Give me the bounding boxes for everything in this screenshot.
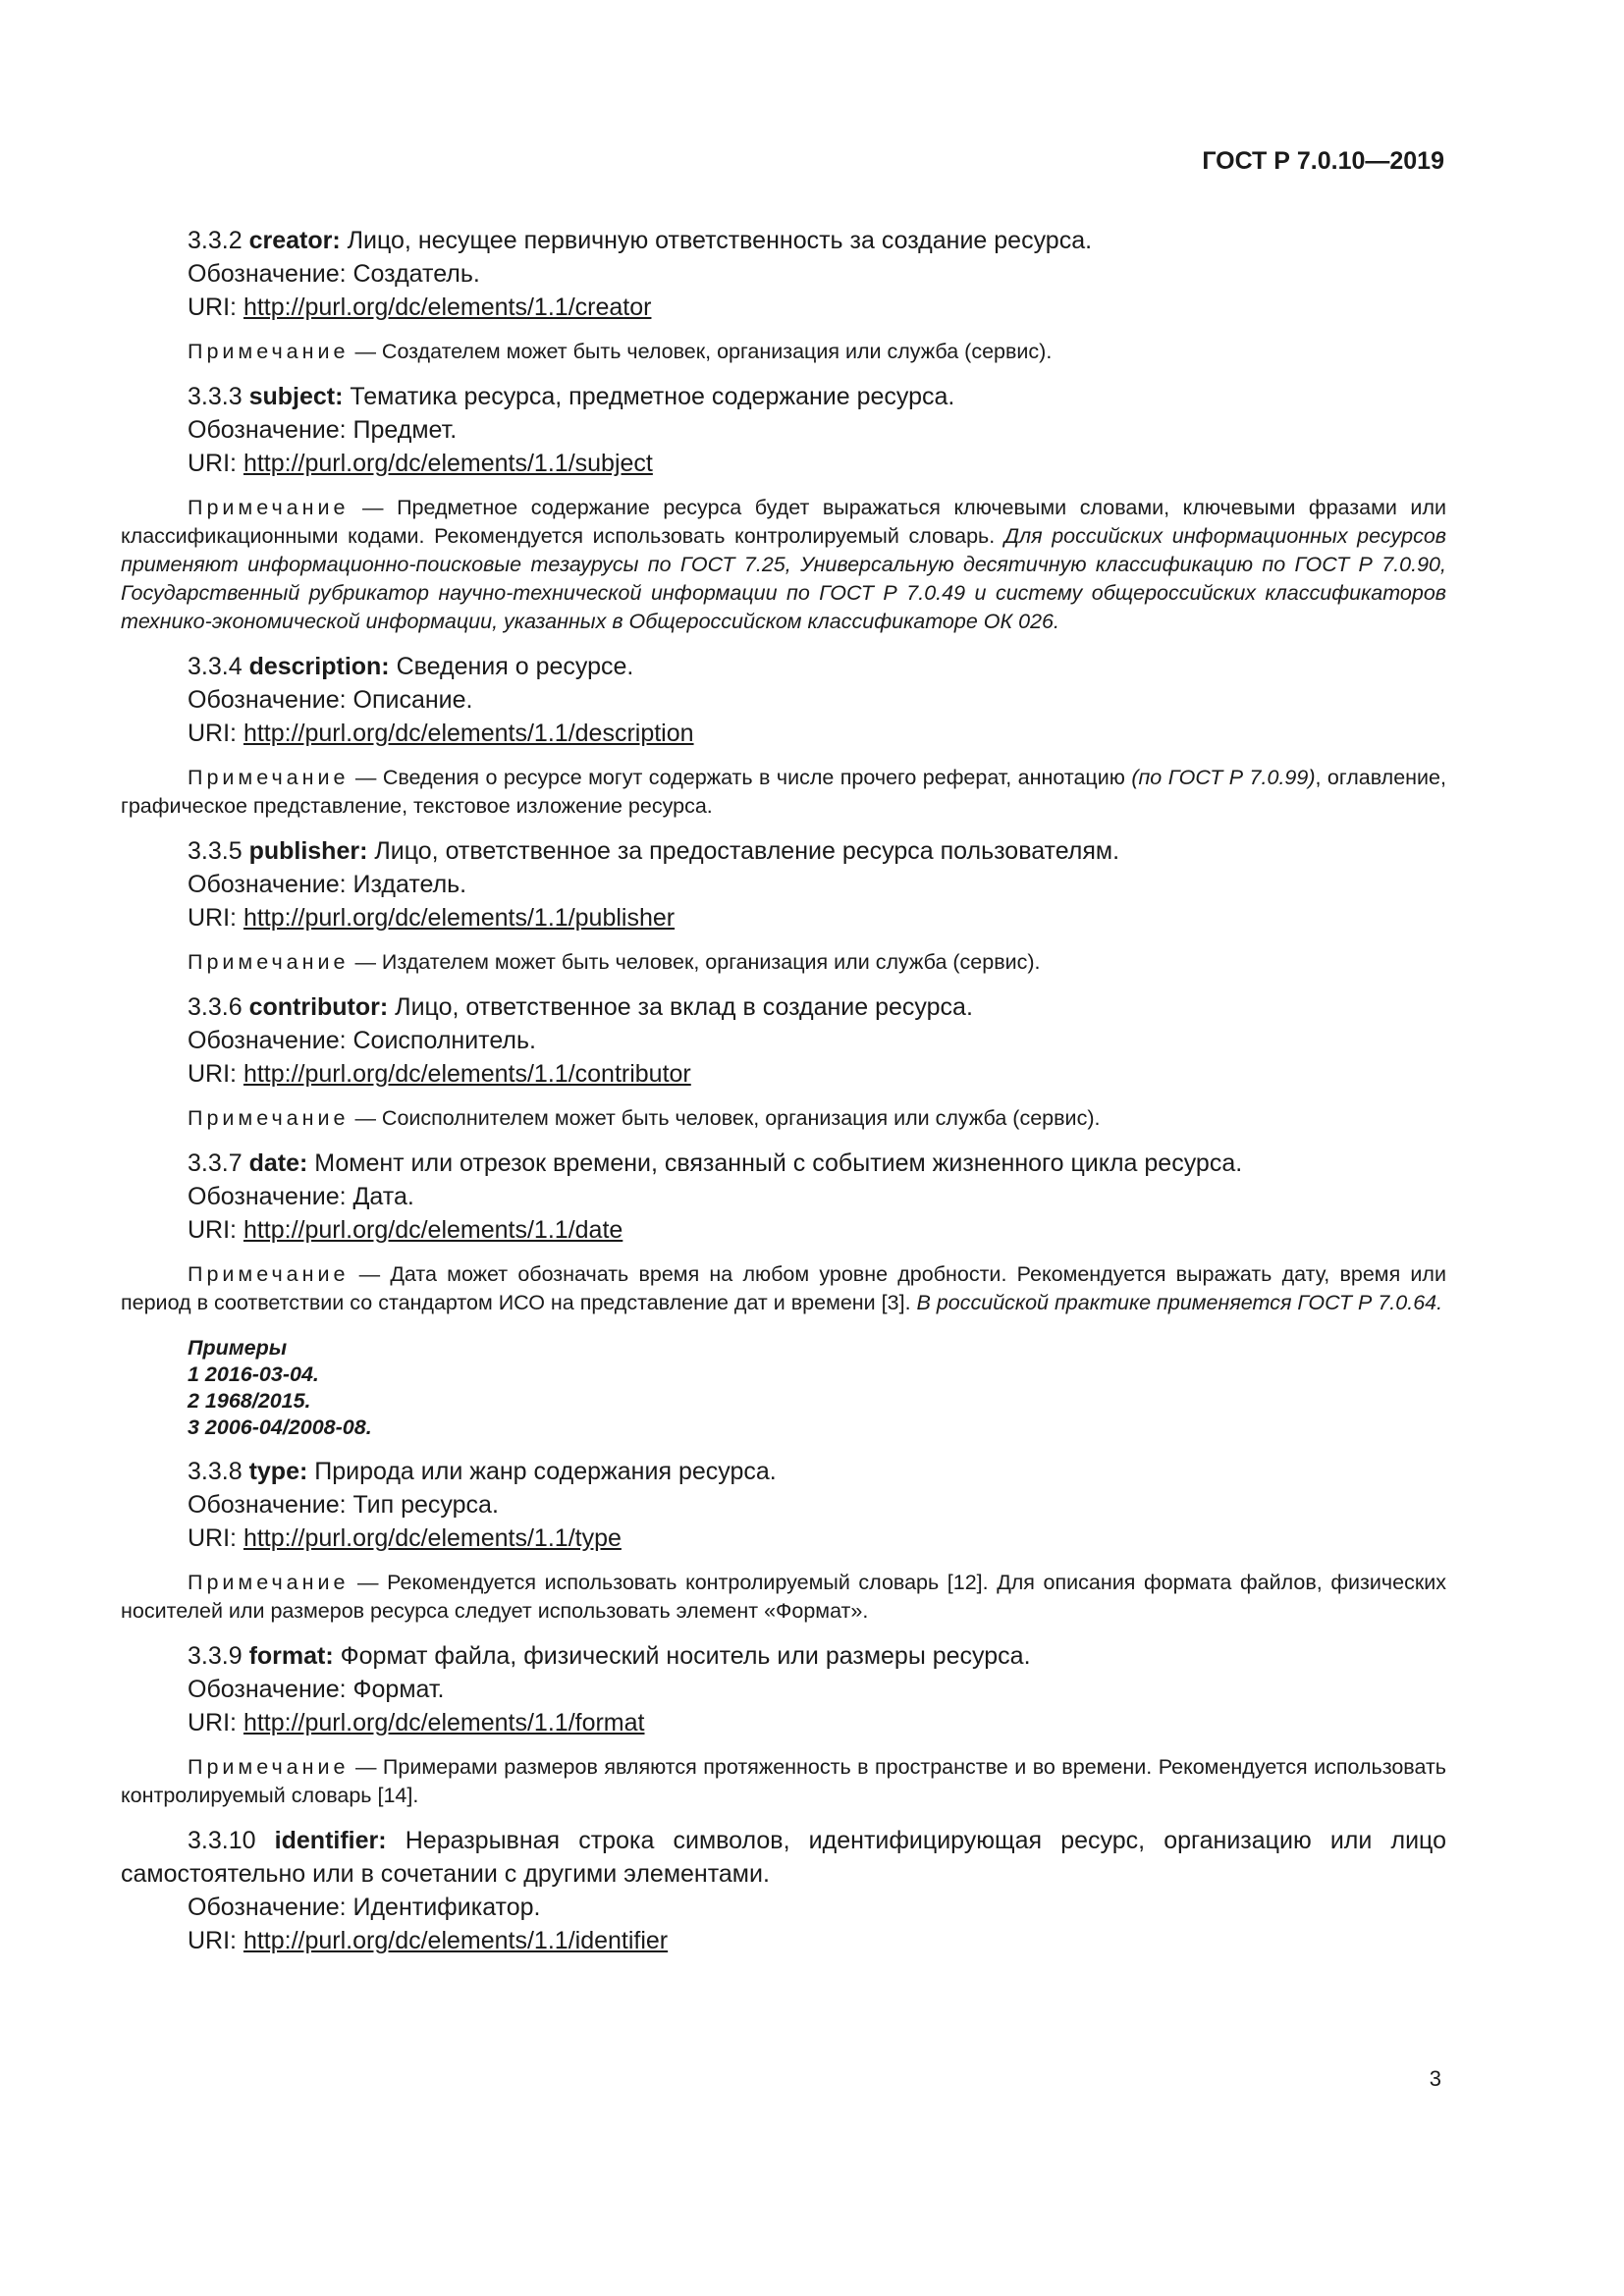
entry-term: identifier:	[274, 1827, 387, 1854]
example-item: 1 2016-03-04.	[188, 1362, 319, 1386]
entry-definition: Природа или жанр содержания ресурса.	[314, 1458, 777, 1485]
entry-number: 3.3.5	[188, 837, 243, 865]
example-item: 2 1968/2015.	[188, 1389, 311, 1413]
entry-format	[121, 1639, 1446, 1739]
entry-term: subject:	[248, 383, 344, 410]
note-label: Примечание	[188, 950, 350, 974]
examples-block	[121, 1335, 1446, 1441]
uri-label: URI:	[188, 1927, 237, 1954]
uri-label: URI:	[188, 720, 237, 747]
examples-heading: Примеры	[188, 1336, 288, 1360]
entry-designation: Обозначение: Соисполнитель.	[188, 1027, 536, 1054]
entry-designation: Обозначение: Создатель.	[188, 260, 480, 288]
uri-label: URI:	[188, 1216, 237, 1244]
note-text: — Дата может обозначать время на любом уровне дробности. Рекомендуется выражать дату, время или период в соответствии со стандартом ИСО на представление дат и времени [3].	[121, 1262, 1446, 1314]
note-format	[121, 1753, 1446, 1810]
note-subject	[121, 494, 1446, 636]
uri-label: URI:	[188, 1709, 237, 1736]
entry-definition: Сведения о ресурсе.	[396, 653, 634, 680]
entry-number: 3.3.2	[188, 227, 243, 254]
note-date	[121, 1260, 1446, 1317]
entry-number: 3.3.4	[188, 653, 243, 680]
entry-definition: Лицо, несущее первичную ответственность за создание ресурса.	[347, 227, 1093, 254]
uri-link[interactable]: http://purl.org/dc/elements/1.1/creator	[243, 294, 652, 321]
note-text: — Сведения о ресурсе могут содержать в числе прочего реферат, аннотацию	[354, 766, 1125, 789]
entry-term: creator:	[248, 227, 341, 254]
entry-designation: Обозначение: Описание.	[188, 686, 473, 714]
note-text: — Рекомендуется использовать контролируемый словарь [12]. Для описания формата файлов, физических носителей или размеров ресурса следует использовать элемент «Формат».	[121, 1571, 1446, 1623]
entry-definition: Лицо, ответственное за вклад в создание ресурса.	[395, 993, 973, 1021]
entry-date	[121, 1147, 1446, 1247]
entry-definition: Момент или отрезок времени, связанный с событием жизненного цикла ресурса.	[314, 1149, 1243, 1177]
uri-link[interactable]: http://purl.org/dc/elements/1.1/publisher	[243, 904, 676, 932]
uri-link[interactable]: http://purl.org/dc/elements/1.1/type	[243, 1524, 622, 1552]
note-tail-text: , оглавление, графическое представление, текстовое изложение ресурса.	[121, 766, 1446, 818]
entry-number: 3.3.6	[188, 993, 243, 1021]
entry-term: description:	[248, 653, 390, 680]
entry-number: 3.3.3	[188, 383, 243, 410]
document-body	[121, 224, 1446, 1971]
entry-designation: Обозначение: Тип ресурса.	[188, 1491, 499, 1519]
note-text: — Предметное содержание ресурса будет выражаться ключевыми словами, ключевыми фразами или классификационными кодами. Рекомендуется использовать контролируемый словарь.	[121, 496, 1446, 548]
entry-contributor	[121, 990, 1446, 1091]
entry-designation: Обозначение: Формат.	[188, 1676, 445, 1703]
note-creator	[121, 338, 1446, 366]
note-label: Примечание	[188, 1106, 350, 1130]
uri-link[interactable]: http://purl.org/dc/elements/1.1/format	[243, 1709, 645, 1736]
entry-number: 3.3.10	[188, 1827, 256, 1854]
uri-link[interactable]: http://purl.org/dc/elements/1.1/contributor	[243, 1060, 691, 1088]
entry-definition: Неразрывная строка символов, идентифицирующая ресурс, организацию или лицо самостоятельно или в сочетании с другими элементами.	[121, 1827, 1446, 1888]
uri-link[interactable]: http://purl.org/dc/elements/1.1/description	[243, 720, 694, 747]
entry-type	[121, 1455, 1446, 1555]
note-italic-reference: (по ГОСТ Р 7.0.99)	[1131, 766, 1316, 789]
entry-identifier	[121, 1824, 1446, 1957]
page-number: 3	[1429, 2066, 1441, 2091]
standard-code-header: ГОСТ Р 7.0.10—2019	[1202, 147, 1444, 175]
entry-number: 3.3.7	[188, 1149, 243, 1177]
entry-number: 3.3.8	[188, 1458, 243, 1485]
note-text: — Соисполнителем может быть человек, организация или служба (сервис).	[354, 1106, 1101, 1130]
note-label: Примечание	[188, 766, 350, 789]
uri-link[interactable]: http://purl.org/dc/elements/1.1/subject	[243, 450, 653, 477]
note-text: — Создателем может быть человек, организация или служба (сервис).	[354, 340, 1053, 363]
note-label: Примечание	[188, 1262, 350, 1286]
entry-number: 3.3.9	[188, 1642, 243, 1670]
entry-designation: Обозначение: Издатель.	[188, 871, 467, 898]
note-label: Примечание	[188, 1755, 350, 1779]
entry-definition: Лицо, ответственное за предоставление ресурса пользователям.	[374, 837, 1120, 865]
entry-designation: Обозначение: Дата.	[188, 1183, 414, 1210]
uri-label: URI:	[188, 1060, 237, 1088]
entry-term: format:	[248, 1642, 334, 1670]
note-type	[121, 1569, 1446, 1626]
entry-term: contributor:	[248, 993, 389, 1021]
entry-subject	[121, 380, 1446, 480]
note-italic-text: В российской практике применяется ГОСТ Р 7.0.64.	[916, 1291, 1443, 1314]
entry-term: type:	[248, 1458, 308, 1485]
note-label: Примечание	[188, 340, 350, 363]
entry-description	[121, 650, 1446, 750]
note-description	[121, 764, 1446, 821]
entry-term: publisher:	[248, 837, 368, 865]
entry-publisher	[121, 834, 1446, 934]
entry-creator	[121, 224, 1446, 324]
example-item: 3 2006-04/2008-08.	[188, 1415, 372, 1439]
uri-label: URI:	[188, 904, 237, 932]
note-publisher	[121, 948, 1446, 977]
entry-designation: Обозначение: Идентификатор.	[188, 1894, 541, 1921]
entry-term: date:	[248, 1149, 308, 1177]
note-italic-text: Для российских информационных ресурсов применяют информационно-поисковые тезаурусы по ГОСТ 7.25, Универсальную десятичную классификацию по ГОСТ Р 7.0.90, Государственный рубрикатор научно-технической информации по ГОСТ Р 7.0.49 и систему общероссийских классификаторов технико-экономической информации, указанных в Общероссийском классификаторе ОК 026.	[121, 524, 1447, 633]
entry-designation: Обозначение: Предмет.	[188, 416, 458, 444]
uri-link[interactable]: http://purl.org/dc/elements/1.1/identifier	[243, 1927, 669, 1954]
note-text: — Примерами размеров являются протяженность в пространстве и во времени. Рекомендуется использовать контролируемый словарь [14].	[121, 1755, 1446, 1807]
uri-link[interactable]: http://purl.org/dc/elements/1.1/date	[243, 1216, 623, 1244]
uri-label: URI:	[188, 294, 237, 321]
entry-definition: Формат файла, физический носитель или размеры ресурса.	[340, 1642, 1031, 1670]
note-text: — Издателем может быть человек, организация или служба (сервис).	[354, 950, 1041, 974]
note-contributor	[121, 1104, 1446, 1133]
uri-label: URI:	[188, 450, 237, 477]
entry-definition: Тематика ресурса, предметное содержание ресурса.	[350, 383, 955, 410]
uri-label: URI:	[188, 1524, 237, 1552]
note-label: Примечание	[188, 1571, 350, 1594]
note-label: Примечание	[188, 496, 350, 519]
